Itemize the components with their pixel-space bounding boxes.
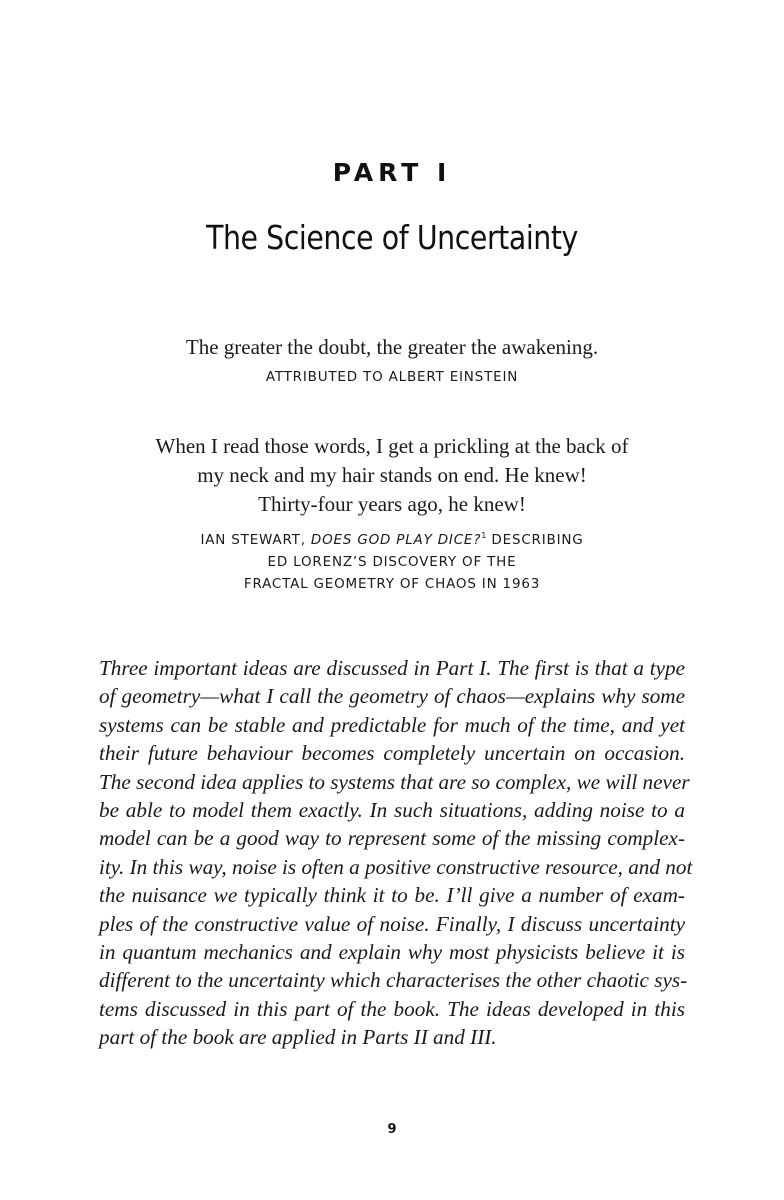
- intro-line: ity. In this way, noise is often a positive constructive resource, and not: [99, 854, 693, 879]
- part-introduction: [99, 654, 693, 1051]
- intro-line: tems discussed in this part of the book. The ideas developed in this: [99, 996, 685, 1021]
- epigraph-einstein: [0, 333, 784, 388]
- intro-line: Three important ideas are discussed in Part I. The first is that a type: [99, 656, 685, 680]
- epigraph-attribution-line: FRACTAL GEOMETRY OF CHAOS IN 1963: [243, 576, 541, 592]
- part-title: The Science of Uncertainty: [206, 218, 578, 257]
- page-number: 9: [387, 1122, 397, 1137]
- epigraph-quote-line: The greater the doubt, the greater the awakening.: [185, 335, 599, 359]
- epigraph-attribution-line: ED LORENZ’S DISCOVERY OF THE: [267, 554, 517, 570]
- intro-line: The second idea applies to systems that are so complex, we will never: [99, 769, 690, 794]
- part-label: PART I: [332, 158, 452, 187]
- intro-line: of geometry—what I call the geometry of chaos—explains why some: [99, 684, 685, 709]
- epigraph-attribution: ATTRIBUTED TO ALBERT EINSTEIN: [265, 369, 519, 385]
- attribution-book-title: DOES GOD PLAY DICE?: [310, 532, 482, 548]
- intro-line: different to the uncertainty which characterises the other chaotic sys-: [99, 968, 688, 993]
- epigraph-quote-line: my neck and my hair stands on end. He knew!: [197, 463, 587, 487]
- epigraph-quote-line: Thirty-four years ago, he knew!: [258, 492, 526, 516]
- attribution-author: IAN STEWART,: [200, 532, 311, 548]
- epigraph-stewart: [0, 432, 784, 595]
- intro-line: systems can be stable and predictable for much of the time, and yet: [99, 712, 685, 737]
- intro-line: their future behaviour becomes completely uncertain on occasion.: [99, 741, 685, 766]
- footnote-marker[interactable]: 1: [481, 531, 487, 540]
- epigraph-attribution: [0, 525, 784, 551]
- intro-line: model can be a good way to represent some of the missing complex-: [99, 826, 685, 851]
- epigraph-quote-line: When I read those words, I get a prickling at the back of: [155, 434, 629, 458]
- intro-line: part of the book are applied in Parts II and III.: [99, 1025, 497, 1050]
- intro-line: in quantum mechanics and explain why most physicists believe it is: [99, 939, 685, 964]
- intro-line: the nuisance we typically think it to be. I’ll give a number of exam-: [99, 883, 685, 908]
- intro-line: be able to model them exactly. In such situations, adding noise to a: [99, 797, 685, 822]
- attribution-suffix: DESCRIBING: [486, 532, 584, 548]
- intro-line: ples of the constructive value of noise. Finally, I discuss uncertainty: [99, 911, 685, 936]
